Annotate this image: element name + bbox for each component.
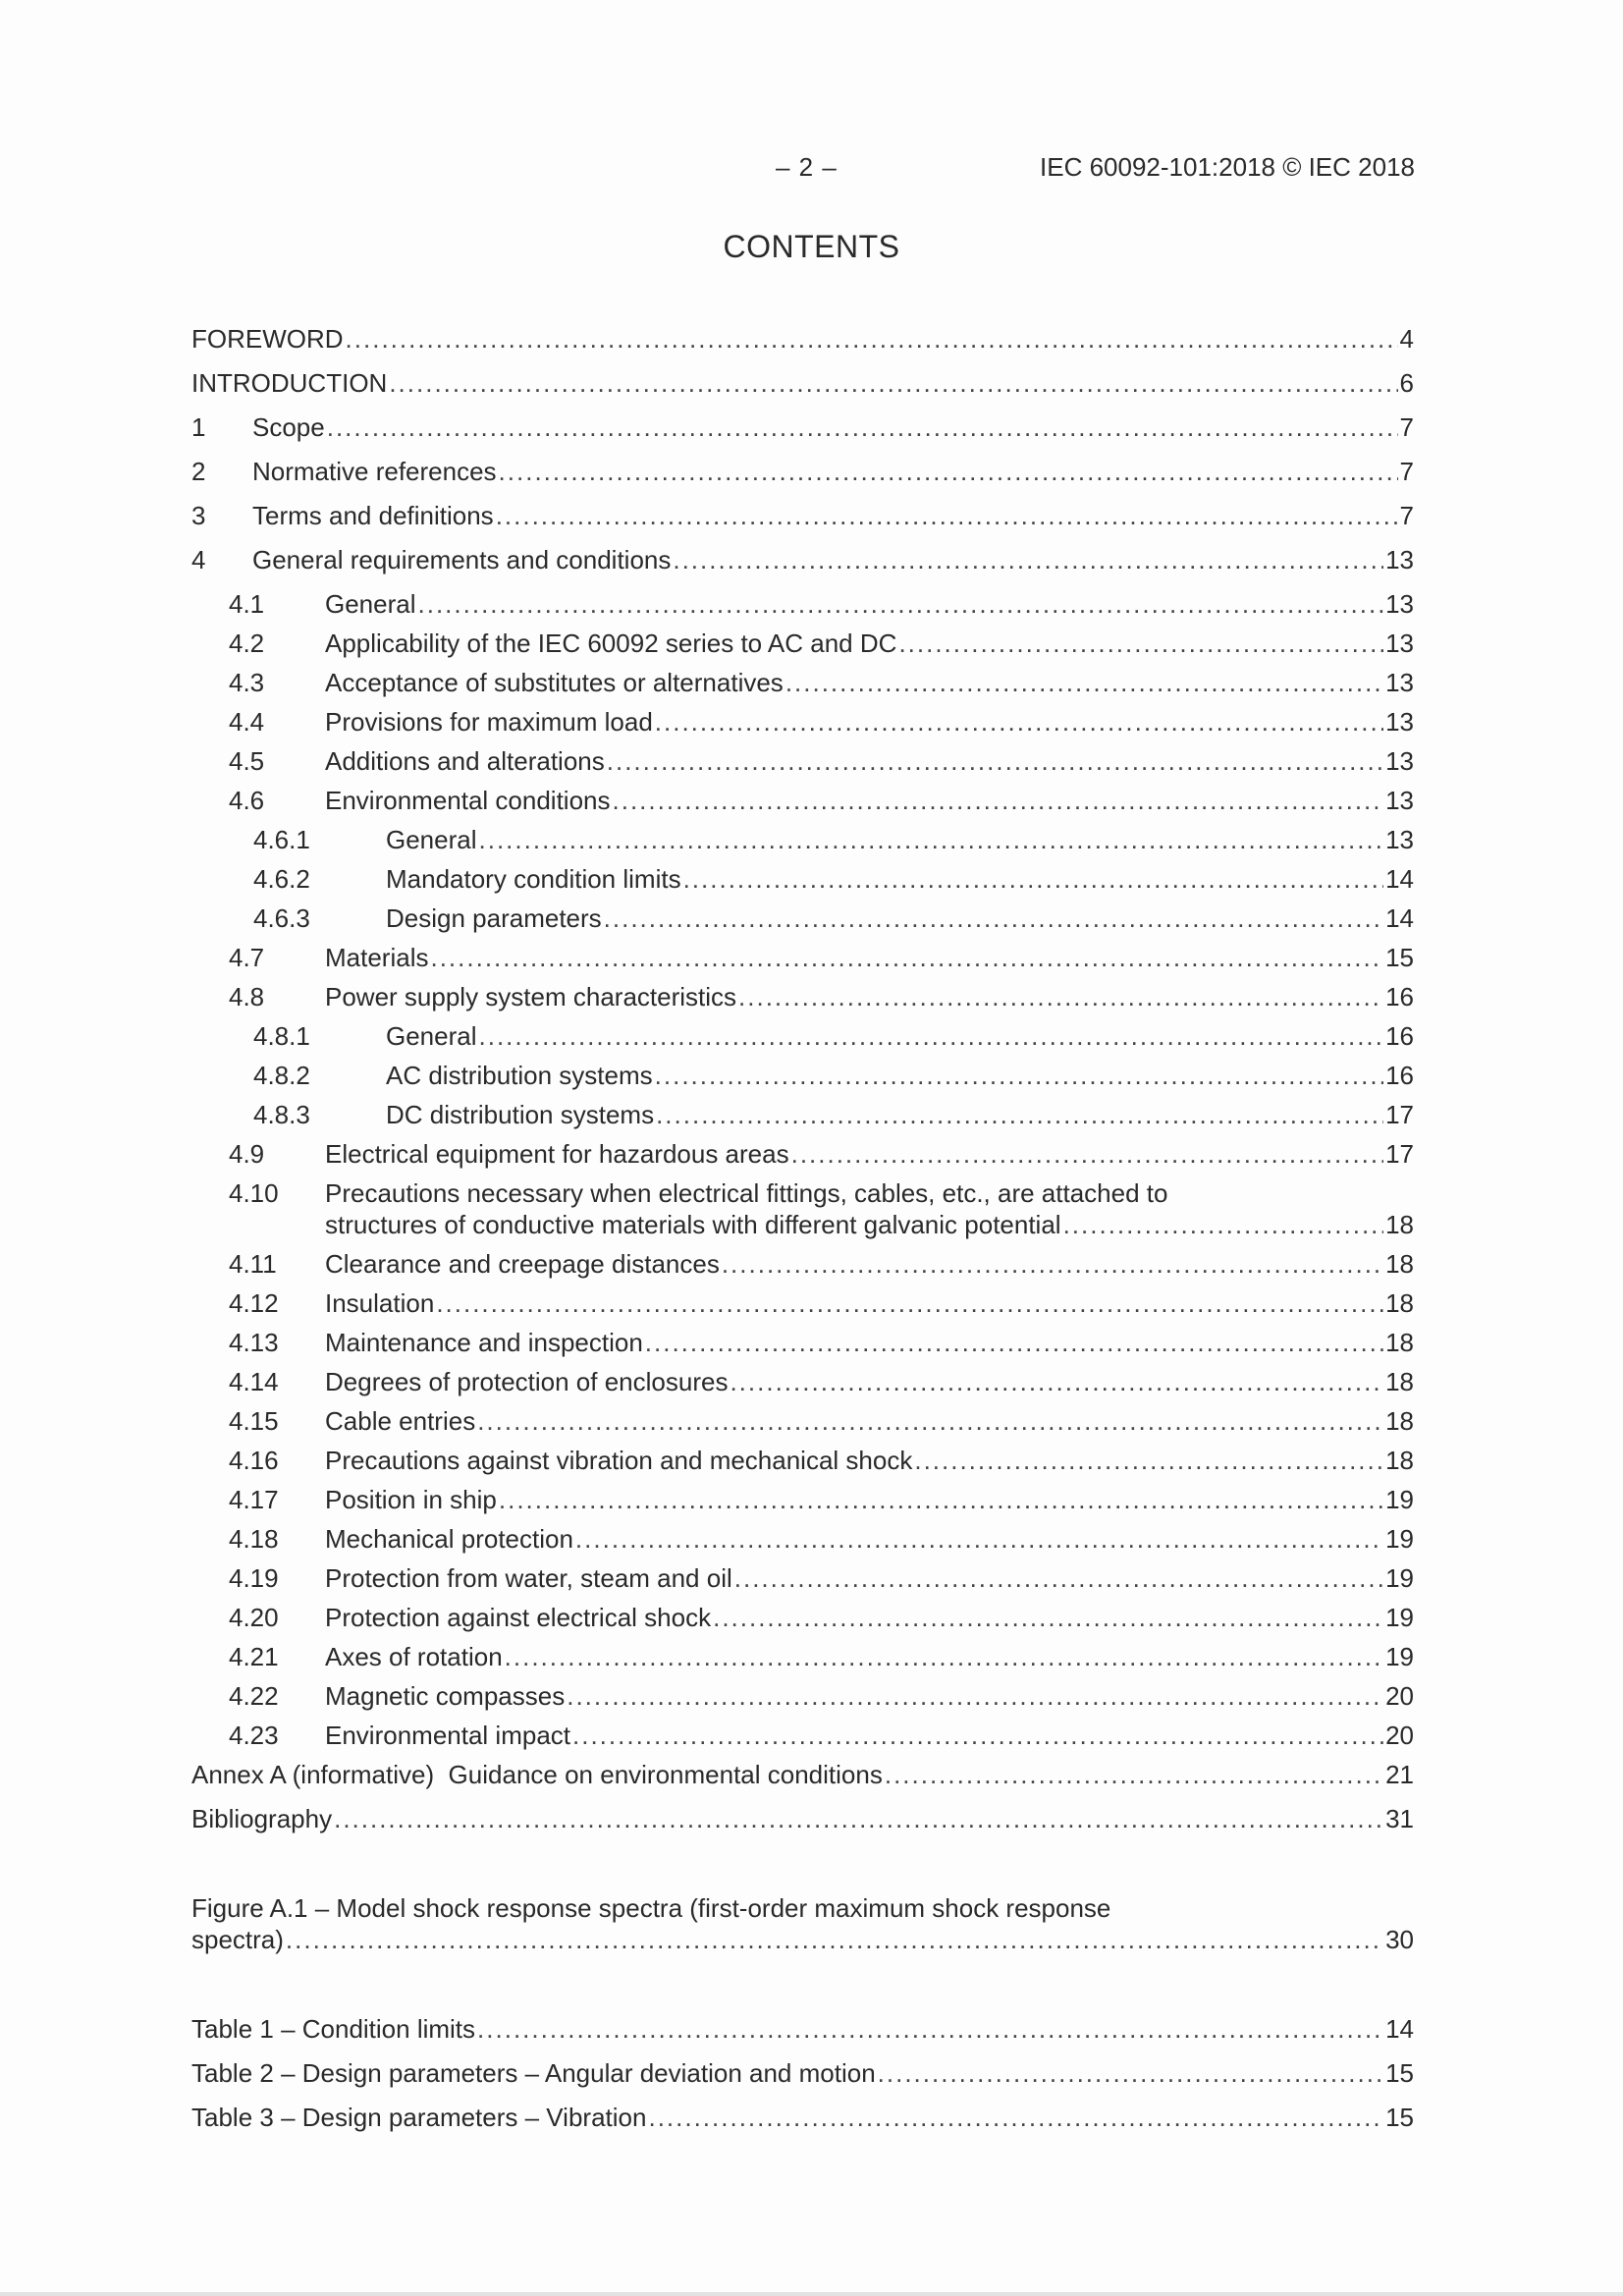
toc-page: 17 [1385,1139,1414,1169]
toc-title: Maintenance and inspection [325,1328,643,1357]
toc-entry-4-5[interactable] [191,745,1414,777]
leader-dots [613,785,1384,816]
leader-dots [477,2013,1383,2045]
toc-entry-4-16[interactable] [191,1445,1414,1476]
toc-entry-bibliography[interactable] [191,1803,1414,1834]
leader-dots [791,1138,1383,1170]
leader-dots [575,1523,1383,1555]
leader-dots [479,824,1384,855]
toc-title: Electrical equipment for hazardous areas [325,1139,789,1169]
toc-page: 7 [1399,412,1414,442]
toc-number: 4.12 [229,1288,279,1318]
leader-dots [499,456,1398,487]
leader-dots [645,1327,1383,1358]
toc-page: 13 [1385,746,1414,776]
toc-title: Provisions for maximum load [325,707,653,737]
toc-title: Clearance and creepage distances [325,1249,720,1279]
toc-number: 4.8.3 [253,1100,310,1129]
toc-entry-4-17[interactable] [191,1484,1414,1515]
table-page: 15 [1385,2058,1414,2088]
leader-dots [346,323,1398,355]
leader-dots [1063,1209,1384,1240]
toc-entry-4-20[interactable] [191,1602,1414,1633]
toc-title: FOREWORD [191,324,344,354]
toc-title: Environmental conditions [325,786,611,815]
toc-number: 4.3 [229,668,265,697]
leader-dots [734,1562,1383,1594]
toc-number: 4.1 [229,589,265,619]
toc-page: 19 [1385,1524,1414,1554]
leader-dots [914,1445,1383,1476]
toc-page: 6 [1399,368,1414,398]
table-page: 15 [1385,2103,1414,2132]
toc-title: Design parameters [386,903,602,933]
toc-title: Cable entries [325,1406,476,1436]
toc-number: 4.5 [229,746,265,776]
leader-dots [496,500,1398,531]
toc-entry-general-requirements[interactable] [191,544,1414,575]
toc-entry-4-8-2[interactable] [191,1060,1414,1091]
figure-entry-a1-line2[interactable] [191,1924,1414,1955]
page-header [0,152,1623,191]
toc-title: Normative references [252,457,497,486]
toc-entry-4-6-3[interactable] [191,902,1414,934]
toc-number: 4.6.1 [253,825,310,854]
toc-number: 4.4 [229,707,265,737]
leader-dots [885,1759,1383,1790]
toc-title: INTRODUCTION [191,368,388,398]
toc-entry-4-1[interactable] [191,588,1414,620]
toc-title: AC distribution systems [386,1061,653,1090]
toc-number: 4.19 [229,1563,279,1593]
toc-entry-normative-references[interactable] [191,456,1414,487]
toc-page: 14 [1385,903,1414,933]
toc-page: 20 [1385,1721,1414,1750]
leader-dots [477,1405,1383,1437]
toc-title: Precautions necessary when electrical fittings, cables, etc., are attached to [325,1178,1168,1208]
toc-title: Axes of rotation [325,1642,503,1671]
leader-dots [683,863,1384,895]
table-entry-3[interactable] [191,2102,1414,2133]
toc-entry-4-7[interactable] [191,942,1414,973]
toc-entry-4-21[interactable] [191,1641,1414,1672]
page-number: – 2 – [776,152,838,182]
toc-entry-4-14[interactable] [191,1366,1414,1397]
toc-entry-annex-a[interactable] [191,1759,1414,1790]
toc-title: Additions and alterations [325,746,605,776]
document-id: IEC 60092-101:2018 © IEC 2018 [1040,152,1415,182]
toc-number: 4.8.1 [253,1021,310,1051]
toc-entry-4-10-line1[interactable] [229,1177,1414,1209]
toc-title: Acceptance of substitutes or alternatives [325,668,784,697]
toc-page: 18 [1385,1406,1414,1436]
toc-entry-4-19[interactable] [191,1562,1414,1594]
toc-page: 18 [1385,1288,1414,1318]
toc-number: 1 [191,412,206,442]
toc-page: 13 [1385,545,1414,574]
toc-entry-4-9[interactable] [191,1138,1414,1170]
toc-number: 4 [191,545,206,574]
toc-title: Protection from water, steam and oil [325,1563,732,1593]
toc-title: Environmental impact [325,1721,570,1750]
toc-page: 13 [1385,668,1414,697]
toc-page: 18 [1385,1367,1414,1396]
toc-page: 13 [1385,589,1414,619]
toc-page: 13 [1385,786,1414,815]
leader-dots [572,1720,1383,1751]
toc-entry-4-6-2[interactable] [191,863,1414,895]
leader-dots [655,1060,1383,1091]
leader-dots [436,1287,1383,1319]
leader-dots [567,1680,1383,1712]
toc-page: 17 [1385,1100,1414,1129]
leader-dots [607,745,1383,777]
toc-entry-4-8-1[interactable] [191,1020,1414,1052]
leader-dots [648,2102,1383,2133]
toc-entry-4-15[interactable] [191,1405,1414,1437]
leader-dots [738,981,1383,1012]
toc-page: 19 [1385,1642,1414,1671]
toc-entry-4-2[interactable] [191,628,1414,659]
toc-title: Mechanical protection [325,1524,573,1554]
toc-entry-4-11[interactable] [191,1248,1414,1280]
toc-number: 4.13 [229,1328,279,1357]
toc-number: 4.6 [229,786,265,815]
toc-number: 4.6.3 [253,903,310,933]
contents-title: CONTENTS [723,229,900,264]
toc-number: 4.15 [229,1406,279,1436]
toc-number: 3 [191,501,206,530]
toc-entry-4-23[interactable] [191,1720,1414,1751]
toc-page: 16 [1385,982,1414,1011]
toc-title: Terms and definitions [252,501,494,530]
toc-page: 18 [1385,1328,1414,1357]
toc-number: 4.23 [229,1721,279,1750]
leader-dots [505,1641,1383,1672]
figure-page: 30 [1385,1925,1414,1954]
leader-dots [479,1020,1384,1052]
toc-page: 13 [1385,707,1414,737]
toc-number: 4.21 [229,1642,279,1671]
toc-page: 18 [1385,1210,1414,1239]
leader-dots [418,588,1384,620]
toc-entry-4-8[interactable] [191,981,1414,1012]
leader-dots [604,902,1383,934]
toc-number: 2 [191,457,206,486]
toc-number: 4.8 [229,982,265,1011]
table-title: Table 2 – Design parameters – Angular deviation and motion [191,2058,876,2088]
toc-title: Applicability of the IEC 60092 series to AC and DC [325,629,897,658]
toc-title: General requirements and conditions [252,545,672,574]
table-entry-1[interactable] [191,2013,1414,2045]
leader-dots [389,367,1397,399]
toc-page: 19 [1385,1603,1414,1632]
toc-title: General [386,825,477,854]
toc-number: 4.7 [229,943,265,972]
toc-title: Power supply system characteristics [325,982,737,1011]
toc-entry-4-8-3[interactable] [191,1099,1414,1130]
toc-number: 4.17 [229,1485,279,1514]
leader-dots [430,942,1383,973]
toc-number: 4.16 [229,1446,279,1475]
toc-number: 4.10 [229,1178,279,1208]
toc-page: 7 [1399,457,1414,486]
toc-title: Position in ship [325,1485,497,1514]
toc-number: 4.2 [229,629,265,658]
toc-title: Mandatory condition limits [386,864,681,894]
toc-entry-4-6-1[interactable] [191,824,1414,855]
figure-title: Figure A.1 – Model shock response spectra (first-order maximum shock response [191,1893,1111,1923]
leader-dots [785,667,1383,698]
leader-dots [334,1803,1383,1834]
toc-number: 4.22 [229,1681,279,1711]
leader-dots [713,1602,1383,1633]
toc-page: 20 [1385,1681,1414,1711]
page-bottom-edge [0,2292,1623,2296]
toc-page: 13 [1385,825,1414,854]
toc-page: 13 [1385,629,1414,658]
toc-title-continued: structures of conductive materials with different galvanic potential [325,1210,1061,1239]
leader-dots [327,411,1398,443]
leader-dots [655,706,1383,738]
leader-dots [286,1924,1383,1955]
toc-page: 16 [1385,1061,1414,1090]
toc-entry-4-12[interactable] [191,1287,1414,1319]
figure-title-continued: spectra) [191,1925,284,1954]
toc-page: 18 [1385,1446,1414,1475]
toc-page: 19 [1385,1563,1414,1593]
toc-page: 14 [1385,864,1414,894]
toc-title: Insulation [325,1288,435,1318]
figure-entry-a1-line1[interactable] [191,1892,1414,1924]
toc-entry-4-6[interactable] [191,785,1414,816]
toc-page: 16 [1385,1021,1414,1051]
toc-number: 4.9 [229,1139,265,1169]
toc-title: Protection against electrical shock [325,1603,712,1632]
toc-entry-scope[interactable] [191,411,1414,443]
table-title: Table 3 – Design parameters – Vibration [191,2103,647,2132]
toc-number: 4.14 [229,1367,279,1396]
toc-title: Materials [325,943,429,972]
toc-entry-introduction[interactable] [191,367,1414,399]
toc-page: 21 [1385,1760,1414,1789]
toc-title: General [386,1021,477,1051]
table-page: 14 [1385,2014,1414,2044]
toc-title: Annex A (informative) Guidance on environmental conditions [191,1760,883,1789]
toc-entry-4-18[interactable] [191,1523,1414,1555]
toc-number: 4.20 [229,1603,279,1632]
toc-entry-4-10-line2[interactable] [191,1209,1414,1240]
toc-title: Bibliography [191,1804,333,1833]
toc-title: DC distribution systems [386,1100,655,1129]
toc-title: General [325,589,416,619]
toc-entry-foreword[interactable] [191,323,1414,355]
toc-title: Scope [252,412,325,442]
leader-dots [722,1248,1383,1280]
toc-title: Degrees of protection of enclosures [325,1367,729,1396]
toc-page: 18 [1385,1249,1414,1279]
leader-dots [878,2057,1383,2089]
toc-page: 7 [1399,501,1414,530]
toc-number: 4.11 [229,1249,277,1279]
leader-dots [673,544,1383,575]
toc-page: 4 [1399,324,1414,354]
toc-title: Magnetic compasses [325,1681,566,1711]
toc-number: 4.6.2 [253,864,310,894]
toc-title: Precautions against vibration and mechanical shock [325,1446,913,1475]
toc-page: 15 [1385,943,1414,972]
toc-entry-4-4[interactable] [191,706,1414,738]
leader-dots [499,1484,1383,1515]
toc-page: 31 [1385,1804,1414,1833]
leader-dots [656,1099,1383,1130]
toc-entry-terms-and-definitions[interactable] [191,500,1414,531]
toc-entry-4-22[interactable] [191,1680,1414,1712]
toc-page: 19 [1385,1485,1414,1514]
leader-dots [730,1366,1383,1397]
table-entry-2[interactable] [191,2057,1414,2089]
toc-entry-4-3[interactable] [191,667,1414,698]
toc-number: 4.18 [229,1524,279,1554]
table-title: Table 1 – Condition limits [191,2014,476,2044]
toc-number: 4.8.2 [253,1061,310,1090]
toc-entry-4-13[interactable] [191,1327,1414,1358]
leader-dots [898,628,1383,659]
